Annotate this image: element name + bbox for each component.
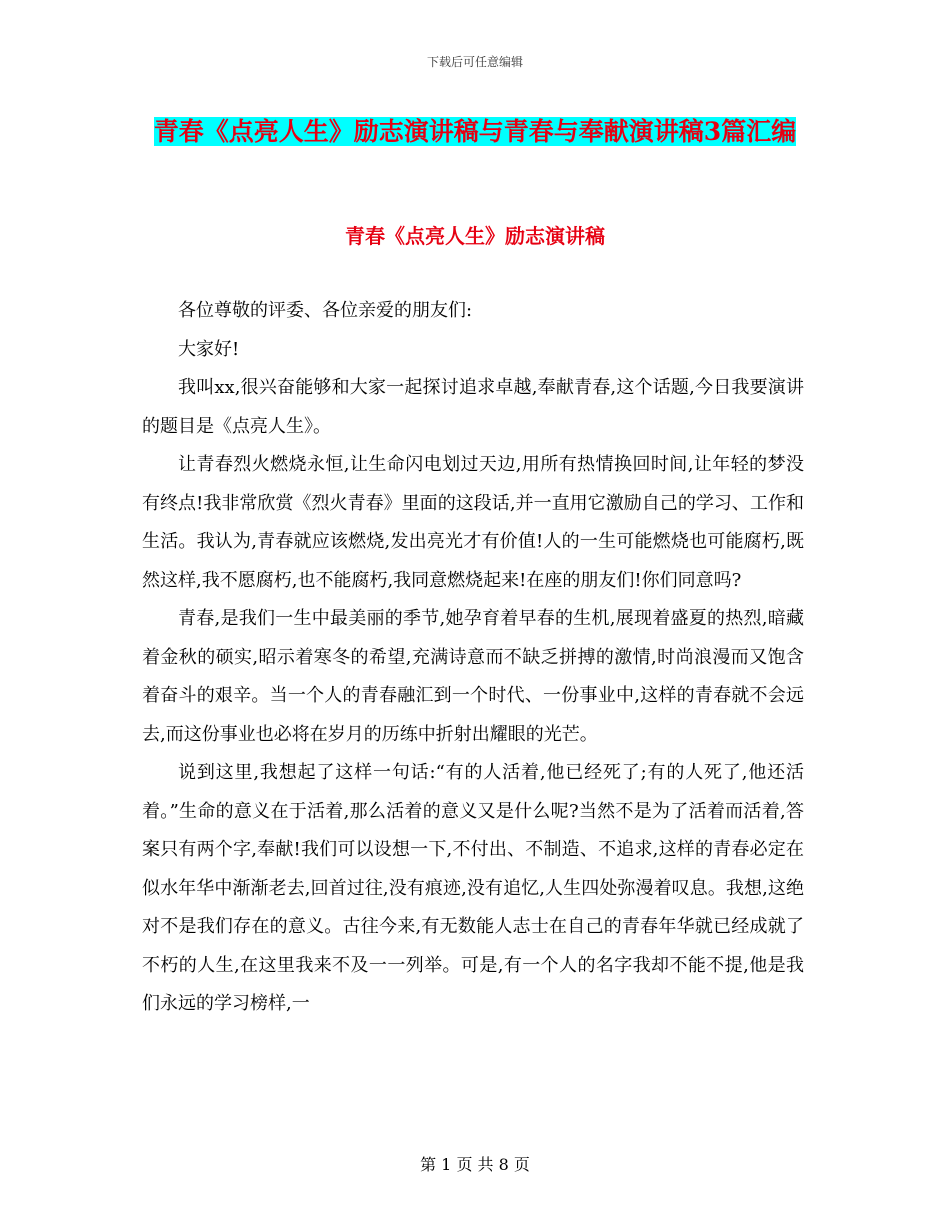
paragraph-quote-youth: 让青春烈火燃烧永恒,让生命闪电划过天边,用所有热情换回时间,让年轻的梦没有终点!我非常欣赏《烈火青春》里面的这段话,并一直用它激励自己的学习、工作和生活。我认为,青春就应该燃烧,发出亮光才有价值!人的一生可能燃烧也可能腐朽,既然这样,我不愿腐朽,也不能腐朽,我同意燃烧起来!在座的朋友们!你们同意吗? <box>142 454 804 591</box>
paragraph-greeting: 大家好! <box>178 338 240 360</box>
paragraph-meaning-of-life: 说到这里,我想起了这样一句话:“有的人活着,他已经死了;有的人死了,他还活着。”生命的意义在于活着,那么活着的意义又是什么呢?当然不是为了活着而活着,答案只有两个字,奉献!我们可以设想一下,不付出、不制造、不追求,这样的青春必定在似水年华中渐渐老去,回首过往,没有痕迹,没有追忆,人生四处弥漫着叹息。我想,这绝对不是我们存在的意义。古往今来,有无数能人志士在自己的青春年华就已经成就了不朽的人生,在这里我来不及一一列举。可是,有一个人的名字我却不能不提,他是我们永远的学习榜样,一 <box>142 762 804 1014</box>
header-note: 下载后可任意编辑 <box>426 55 523 69</box>
paragraph-youth-season: 青春,是我们一生中最美丽的季节,她孕育着早春的生机,展现着盛夏的热烈,暗藏着金秋的硕实,昭示着寒冬的希望,充满诗意而不缺乏拼搏的激情,时尚浪漫而又饱含着奋斗的艰辛。当一个人的青春融汇到一个时代、一份事业中,这样的青春就不会远去,而这份事业也必将在岁月的历练中折射出耀眼的光芒。 <box>142 608 804 745</box>
paragraph-salutation: 各位尊敬的评委、各位亲爱的朋友们: <box>178 300 473 321</box>
section-title: 青春《点亮人生》励志演讲稿 <box>345 224 605 248</box>
body-text <box>142 292 804 1024</box>
paragraph-intro: 我叫xx,很兴奋能够和大家一起探讨追求卓越,奉献青春,这个话题,今日我要演讲的题目是《点亮人生》。 <box>142 377 804 437</box>
document-title <box>150 104 800 160</box>
document-title-text: 青春《点亮人生》励志演讲稿与青春与奉献演讲稿3篇汇编 <box>153 117 797 146</box>
page-number: 第 1 页 共 8 页 <box>420 1155 530 1174</box>
